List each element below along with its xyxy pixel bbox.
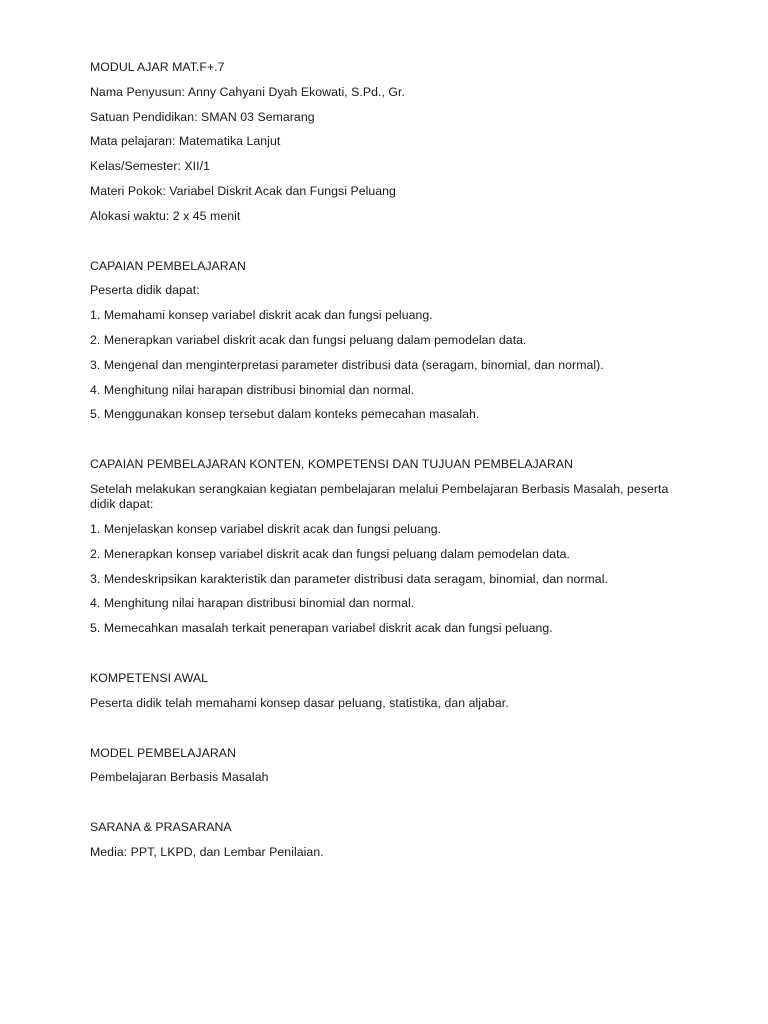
list-item: 5. Menggunakan konsep tersebut dalam konteks pemecahan masalah. [90,407,480,422]
time-allocation-line: Alokasi waktu: 2 x 45 menit [90,208,241,223]
sarana-text: Media: PPT, LKPD, dan Lembar Penilaian. [90,844,324,859]
section-heading-model: MODEL PEMBELAJARAN [90,745,236,760]
section-heading-sarana: SARANA & PRASARANA [90,820,232,835]
topic-line: Materi Pokok: Variabel Diskrit Acak dan Fungsi Peluang [90,183,396,198]
section-heading-capaian-konten: CAPAIAN PEMBELAJARAN KONTEN, KOMPETENSI DAN TUJUAN PEMBELAJARAN [90,457,574,472]
section-heading-kompetensi-awal: KOMPETENSI AWAL [90,670,209,685]
subject-line: Mata pelajaran: Matematika Lanjut [90,134,281,149]
model-text: Pembelajaran Berbasis Masalah [90,770,269,785]
list-item: 2. Menerapkan variabel diskrit acak dan fungsi peluang dalam pemodelan data. [90,332,527,347]
author-line: Nama Penyusun: Anny Cahyani Dyah Ekowati, S.Pd., Gr. [90,84,405,99]
list-item: 3. Mendeskripsikan karakteristik dan parameter distribusi data seragam, binomial, dan normal. [90,571,608,586]
section-spacer [90,234,690,259]
school-line: Satuan Pendidikan: SMAN 03 Semarang [90,109,315,124]
section-spacer [90,432,690,457]
list-item: 4. Menghitung nilai harapan distribusi binomial dan normal. [90,382,415,397]
list-item: 4. Menghitung nilai harapan distribusi binomial dan normal. [90,596,415,611]
capaian-list [90,308,690,422]
grade-semester-line: Kelas/Semester: XII/1 [90,159,210,174]
capaian-konten-list [90,522,690,636]
section-spacer [90,795,690,820]
capaian-intro: Peserta didik dapat: [90,283,200,298]
section-spacer [90,721,690,746]
section-heading-capaian: CAPAIAN PEMBELAJARAN [90,258,246,273]
list-item: 1. Menjelaskan konsep variabel diskrit acak dan fungsi peluang. [90,521,442,536]
list-item: 1. Memahami konsep variabel diskrit acak dan fungsi peluang. [90,308,433,323]
list-item: 2. Menerapkan konsep variabel diskrit acak dan fungsi peluang dalam pemodelan data. [90,546,570,561]
module-title: MODUL AJAR MAT.F+.7 [90,60,225,74]
list-item: 5. Memecahkan masalah terkait penerapan variabel diskrit acak dan fungsi peluang. [90,621,553,636]
section-spacer [90,646,690,671]
capaian-konten-intro: Setelah melakukan serangkaian kegiatan pembelajaran melalui Pembelajaran Berbasis Masalah, peserta didik dapat: [90,481,669,511]
document-body [90,60,690,870]
list-item: 3. Mengenal dan menginterpretasi parameter distribusi data (seragam, binomial, dan normal). [90,357,604,372]
kompetensi-awal-text: Peserta didik telah memahami konsep dasar peluang, statistika, dan aljabar. [90,695,509,710]
